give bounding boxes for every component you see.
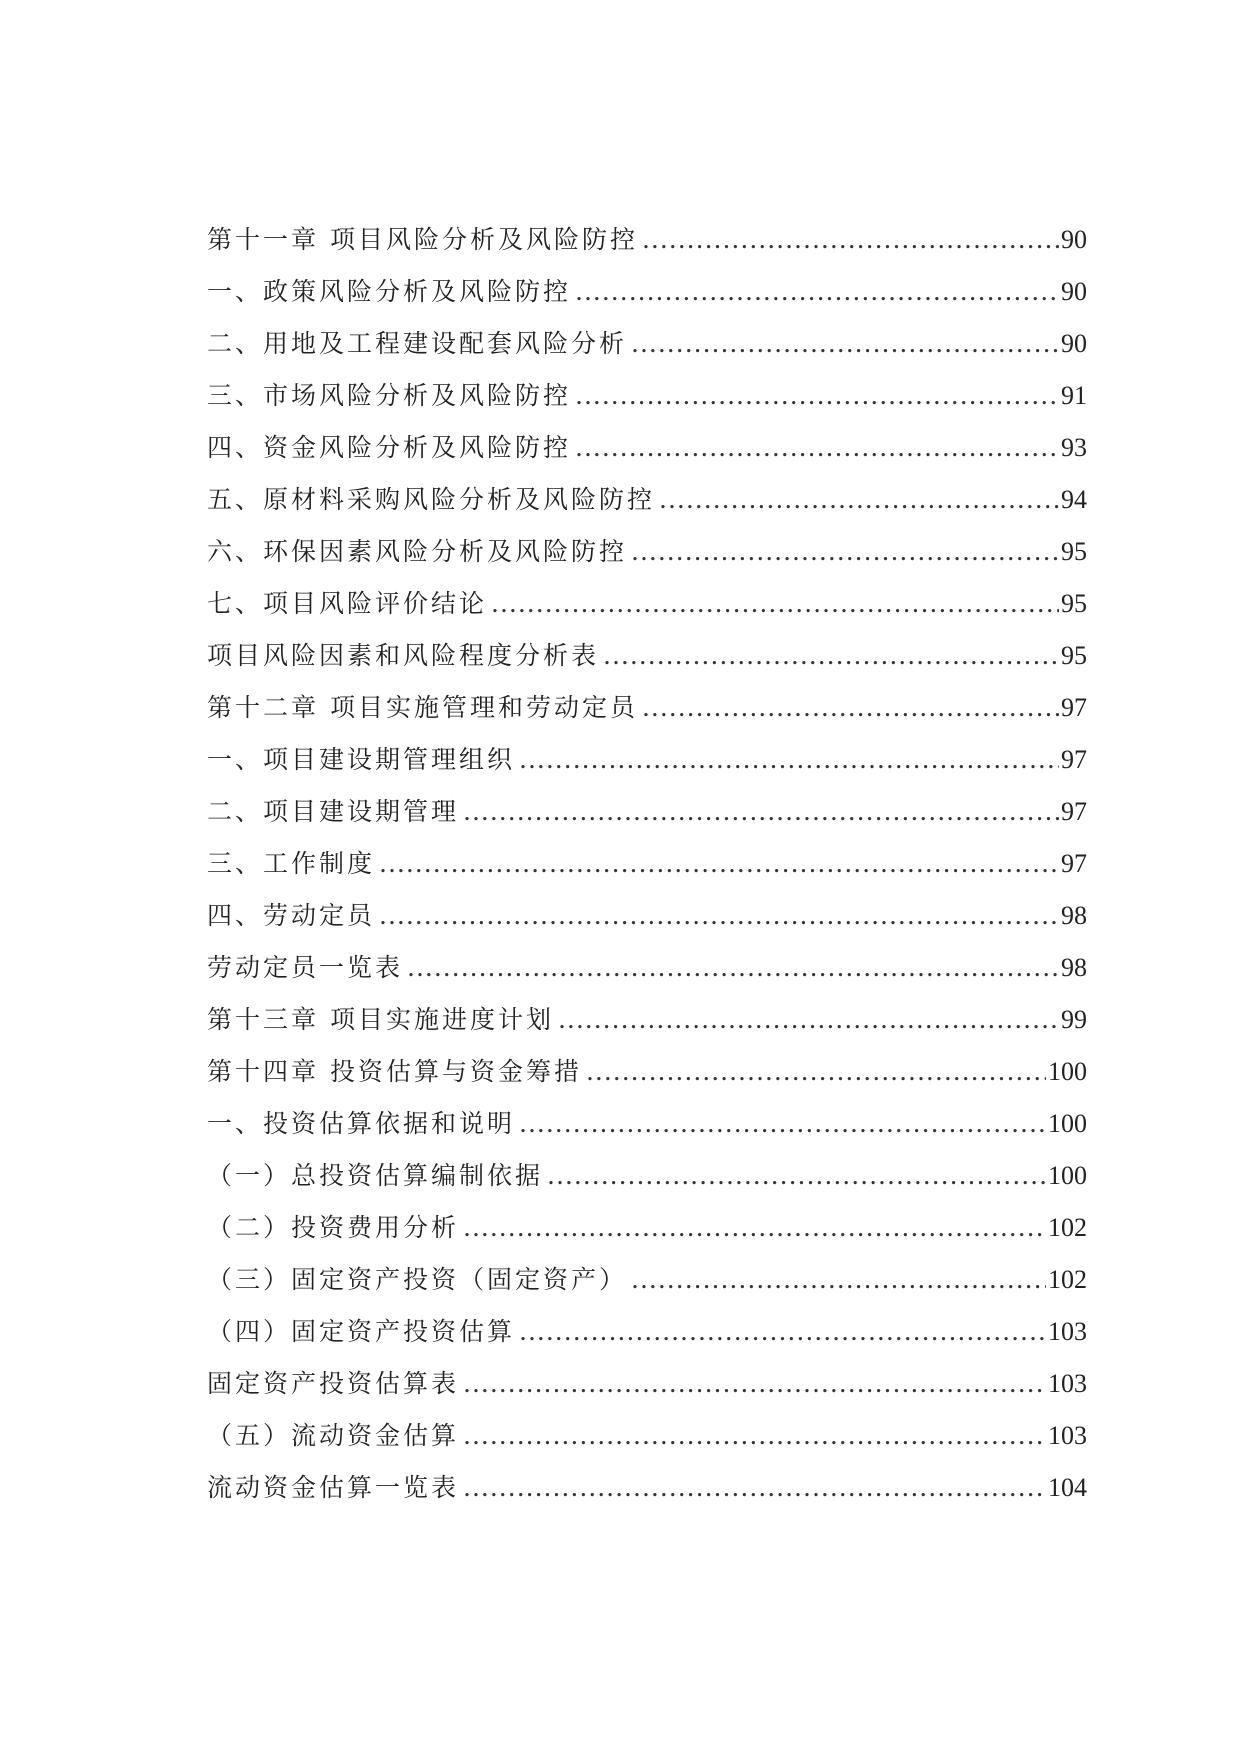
dot-leader: [659, 474, 1059, 526]
dot-leader: [463, 1358, 1046, 1410]
dot-leader: [575, 422, 1059, 474]
dot-leader: [575, 370, 1059, 422]
toc-entry-title: 三、工作制度: [207, 849, 376, 878]
dot-leader: [379, 890, 1059, 942]
toc-entry-title: （三）固定资产投资（固定资产）: [207, 1265, 628, 1294]
toc-entry-page: 99: [1061, 1005, 1087, 1034]
toc-entry-page: 91: [1061, 381, 1087, 410]
toc-entry-title: 三、市场风险分析及风险防控: [207, 381, 572, 410]
toc-entry[interactable]: [207, 734, 1087, 786]
toc-entry-title: 一、政策风险分析及风险防控: [207, 277, 572, 306]
dot-leader: [631, 526, 1059, 578]
dot-leader: [519, 1306, 1046, 1358]
toc-entry-title: 项目风险因素和风险程度分析表: [207, 641, 600, 670]
toc-entry-title: 六、环保因素风险分析及风险防控: [207, 537, 628, 566]
toc-entry-title: 五、原材料采购风险分析及风险防控: [207, 485, 656, 514]
toc-entry-page: 90: [1061, 329, 1087, 358]
toc-entry-page: 90: [1061, 225, 1087, 254]
toc-entry-title: 劳动定员一览表: [207, 953, 404, 982]
toc-entry[interactable]: [207, 578, 1087, 630]
dot-leader: [463, 786, 1059, 838]
toc-entry-page: 103: [1048, 1317, 1087, 1346]
toc-entry[interactable]: [207, 1358, 1087, 1410]
toc-entry[interactable]: [207, 1098, 1087, 1150]
toc-entry-title: 第十二章 项目实施管理和劳动定员: [207, 693, 638, 722]
toc-entry[interactable]: [207, 370, 1087, 422]
toc-entry[interactable]: [207, 786, 1087, 838]
toc-entry[interactable]: [207, 838, 1087, 890]
toc-entry-page: 103: [1048, 1421, 1087, 1450]
dot-leader: [463, 1462, 1046, 1514]
toc-entry[interactable]: [207, 1046, 1087, 1098]
toc-entry-title: 七、项目风险评价结论: [207, 589, 488, 618]
toc-entry-title: 四、资金风险分析及风险防控: [207, 433, 572, 462]
dot-leader: [631, 1254, 1046, 1306]
toc-entry[interactable]: [207, 1202, 1087, 1254]
toc-entry-page: 100: [1048, 1057, 1087, 1086]
toc-entry-title: （一）总投资估算编制依据: [207, 1161, 544, 1190]
toc-entry-page: 100: [1048, 1161, 1087, 1190]
toc-entry-page: 98: [1061, 901, 1087, 930]
dot-leader: [519, 1098, 1046, 1150]
toc-entry-page: 95: [1061, 537, 1087, 566]
table-of-contents: [207, 214, 1087, 1514]
dot-leader: [379, 838, 1059, 890]
dot-leader: [463, 1202, 1046, 1254]
toc-entry[interactable]: [207, 422, 1087, 474]
toc-entry-title: 一、投资估算依据和说明: [207, 1109, 516, 1138]
toc-entry-title: 二、用地及工程建设配套风险分析: [207, 329, 628, 358]
toc-entry-title: 四、劳动定员: [207, 901, 376, 930]
toc-entry-page: 103: [1048, 1369, 1087, 1398]
dot-leader: [547, 1150, 1046, 1202]
toc-entry-page: 100: [1048, 1109, 1087, 1138]
toc-entry-title: 第十一章 项目风险分析及风险防控: [207, 225, 638, 254]
toc-entry[interactable]: [207, 214, 1087, 266]
toc-entry-page: 98: [1061, 953, 1087, 982]
toc-entry-title: 固定资产投资估算表: [207, 1369, 460, 1398]
dot-leader: [407, 942, 1059, 994]
toc-entry-title: 一、项目建设期管理组织: [207, 745, 516, 774]
toc-entry-title: （二）投资费用分析: [207, 1213, 460, 1242]
toc-entry-page: 102: [1048, 1265, 1087, 1294]
toc-entry[interactable]: [207, 890, 1087, 942]
toc-entry-page: 94: [1061, 485, 1087, 514]
toc-entry-page: 90: [1061, 277, 1087, 306]
toc-entry-title: 第十四章 投资估算与资金筹措: [207, 1057, 582, 1086]
toc-entry[interactable]: [207, 682, 1087, 734]
toc-entry[interactable]: [207, 318, 1087, 370]
toc-entry-title: （五）流动资金估算: [207, 1421, 460, 1450]
dot-leader: [642, 682, 1059, 734]
dot-leader: [575, 266, 1059, 318]
toc-entry[interactable]: [207, 994, 1087, 1046]
toc-entry-page: 97: [1061, 849, 1087, 878]
toc-entry[interactable]: [207, 1150, 1087, 1202]
toc-entry-page: 95: [1061, 589, 1087, 618]
toc-entry-title: 第十三章 项目实施进度计划: [207, 1005, 554, 1034]
toc-entry-page: 97: [1061, 693, 1087, 722]
toc-entry-page: 102: [1048, 1213, 1087, 1242]
dot-leader: [642, 214, 1059, 266]
toc-entry[interactable]: [207, 1254, 1087, 1306]
dot-leader: [463, 1410, 1046, 1462]
dot-leader: [491, 578, 1059, 630]
toc-entry[interactable]: [207, 266, 1087, 318]
toc-entry-page: 97: [1061, 797, 1087, 826]
toc-entry-title: 流动资金估算一览表: [207, 1473, 460, 1502]
dot-leader: [631, 318, 1059, 370]
toc-entry[interactable]: [207, 1410, 1087, 1462]
toc-entry-page: 104: [1048, 1473, 1087, 1502]
toc-entry[interactable]: [207, 942, 1087, 994]
toc-entry-page: 93: [1061, 433, 1087, 462]
toc-entry[interactable]: [207, 526, 1087, 578]
toc-entry[interactable]: [207, 474, 1087, 526]
dot-leader: [603, 630, 1059, 682]
dot-leader: [586, 1046, 1046, 1098]
dot-leader: [558, 994, 1059, 1046]
toc-entry[interactable]: [207, 1306, 1087, 1358]
toc-entry-title: 二、项目建设期管理: [207, 797, 460, 826]
dot-leader: [519, 734, 1059, 786]
toc-entry-title: （四）固定资产投资估算: [207, 1317, 516, 1346]
toc-entry-page: 95: [1061, 641, 1087, 670]
toc-entry[interactable]: [207, 1462, 1087, 1514]
toc-entry[interactable]: [207, 630, 1087, 682]
toc-entry-page: 97: [1061, 745, 1087, 774]
